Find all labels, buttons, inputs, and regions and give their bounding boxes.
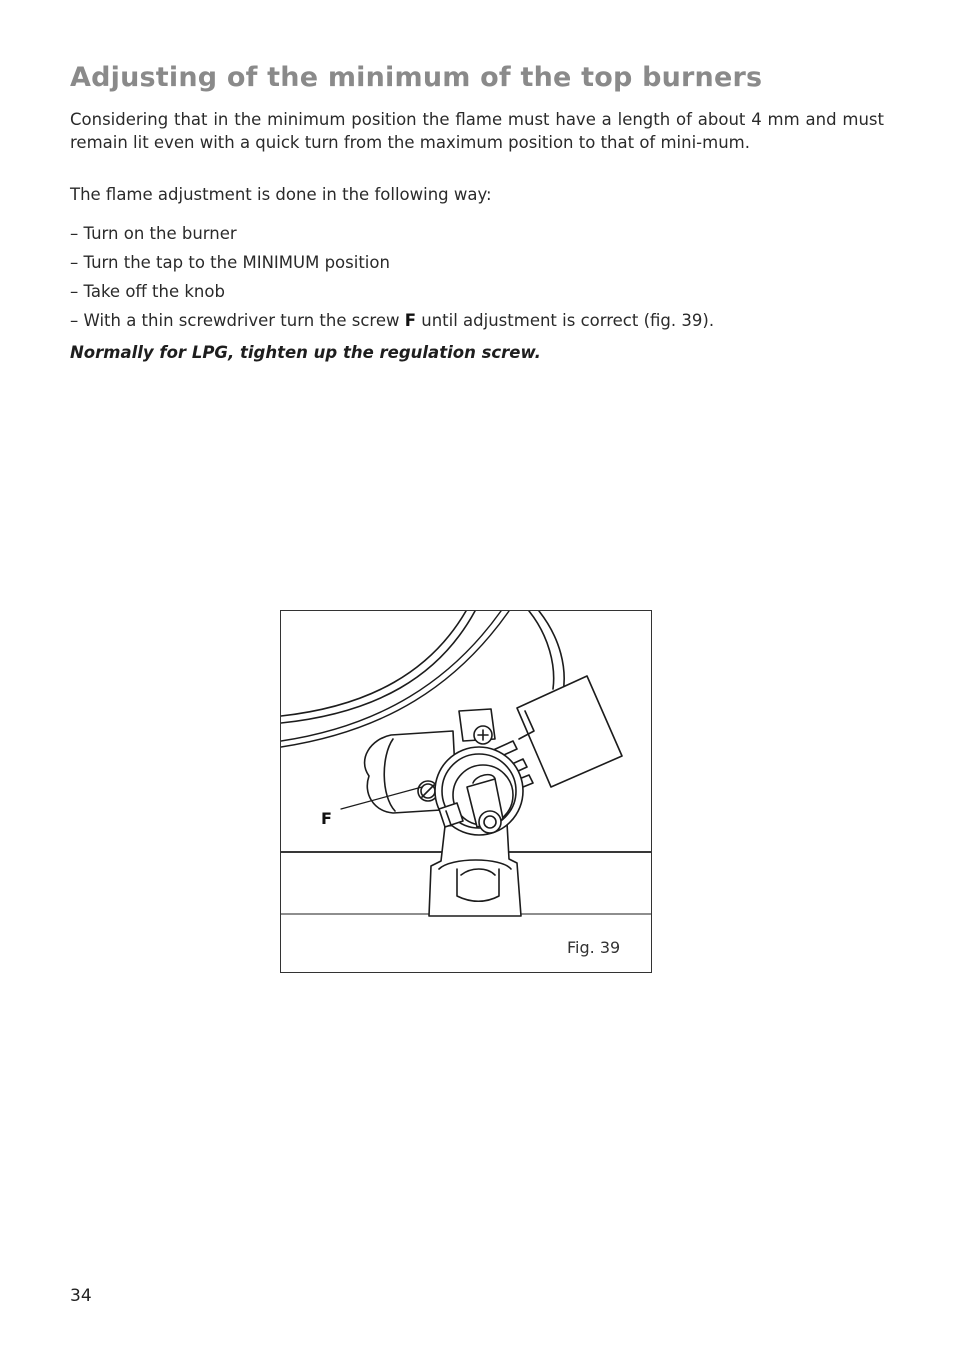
figure-39 — [280, 610, 652, 973]
page-title: Adjusting of the minimum of the top burners — [70, 62, 763, 93]
step-text: until adjustment is correct (fig. 39). — [416, 311, 715, 330]
method-paragraph: The flame adjustment is done in the following way: — [70, 185, 492, 204]
lpg-note: Normally for LPG, tighten up the regulation screw. — [70, 343, 541, 362]
step-item: – Take off the knob — [70, 282, 225, 301]
burner-tap-illustration — [281, 611, 652, 973]
screw-f-label: F — [321, 809, 332, 828]
page-number: 34 — [70, 1286, 92, 1306]
screw-letter: F — [404, 311, 417, 330]
step-item — [70, 306, 714, 335]
step-item: – Turn on the burner — [70, 224, 237, 243]
step-text: – With a thin screwdriver turn the screw — [70, 311, 405, 330]
figure-caption: Fig. 39 — [567, 938, 621, 957]
steps-list — [70, 219, 714, 335]
intro-paragraph: Considering that in the minimum position the flame must have a length of about 4 mm and must remain lit even with a quick turn from the maximum position to that of mini-mum. — [70, 110, 884, 152]
step-item: – Turn the tap to the MINIMUM position — [70, 253, 390, 272]
